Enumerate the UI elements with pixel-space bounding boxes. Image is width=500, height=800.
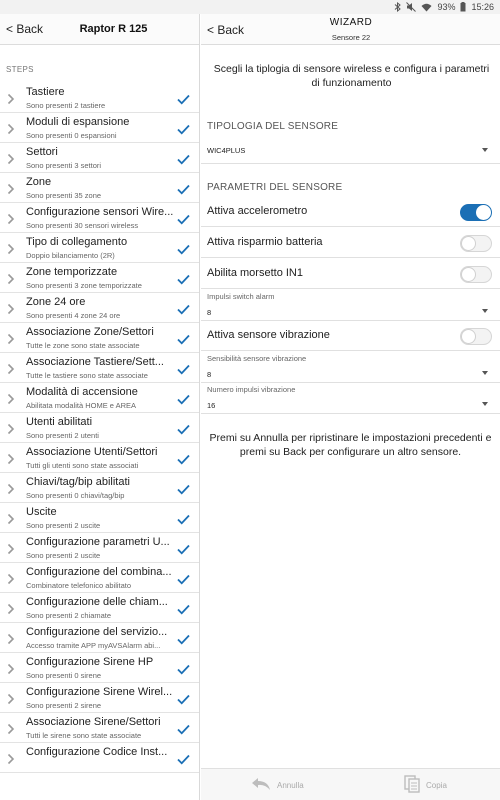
- copia-button[interactable]: [404, 769, 447, 800]
- step-subtitle: Sono presenti 2 utenti: [26, 431, 99, 440]
- step-item[interactable]: [0, 113, 199, 143]
- step-item[interactable]: [0, 443, 199, 473]
- step-title: Moduli di espansione: [26, 116, 130, 128]
- chevron-right-icon: [7, 272, 15, 284]
- check-icon: [177, 752, 190, 763]
- step-title: Configurazione sensori Wire...: [26, 206, 174, 218]
- step-item[interactable]: [0, 503, 199, 533]
- undo-icon: [251, 777, 271, 793]
- step-title: Uscite: [26, 506, 57, 518]
- step-title: Configurazione del servizio...: [26, 626, 168, 638]
- step-item[interactable]: [0, 293, 199, 323]
- check-icon: [177, 512, 190, 523]
- step-item[interactable]: [0, 413, 199, 443]
- morsetto-switch[interactable]: [460, 266, 492, 283]
- toggle-label: Attiva sensore vibrazione: [207, 329, 330, 341]
- vibrazione-switch[interactable]: [460, 328, 492, 345]
- step-title: Associazione Zone/Settori: [26, 326, 154, 338]
- check-icon: [177, 302, 190, 313]
- step-item[interactable]: [0, 683, 199, 713]
- chevron-right-icon: [7, 542, 15, 554]
- dropdown-arrow-icon: [482, 371, 488, 375]
- chevron-right-icon: [7, 662, 15, 674]
- step-title: Zone temporizzate: [26, 266, 118, 278]
- intro-text: Scegli la tiplogia di sensore wireless e configura i parametri di funzionamento: [213, 63, 490, 89]
- chevron-right-icon: [7, 392, 15, 404]
- wizard-panel: [201, 14, 500, 800]
- step-title: Associazione Tastiere/Sett...: [26, 356, 164, 368]
- help-note: Premi su Annulla per ripristinare le impostazioni precedenti e premi su Back per configurare un altro sensore.: [209, 432, 492, 458]
- field-value: 8: [207, 370, 212, 379]
- field-value: 16: [207, 401, 216, 410]
- field-value: 8: [207, 308, 212, 317]
- chevron-right-icon: [7, 362, 15, 374]
- check-icon: [177, 392, 190, 403]
- check-icon: [177, 452, 190, 463]
- check-icon: [177, 122, 190, 133]
- step-subtitle: Sono presenti 4 zone 24 ore: [26, 311, 121, 320]
- section-sensor-params: PARAMETRI DEL SENSORE: [207, 182, 343, 193]
- annulla-label: Annulla: [277, 780, 304, 790]
- toggle-label: Attiva accelerometro: [207, 205, 308, 217]
- impulsi-switch-select[interactable]: [201, 290, 500, 321]
- step-subtitle: Doppio bilanciamento (2R): [26, 251, 115, 260]
- step-title: Zone: [26, 176, 52, 188]
- field-label: Sensibilità sensore vibrazione: [207, 354, 307, 363]
- chevron-right-icon: [7, 92, 15, 104]
- check-icon: [177, 212, 190, 223]
- step-title: Configurazione parametri U...: [26, 536, 170, 548]
- step-item[interactable]: [0, 743, 199, 773]
- chevron-right-icon: [7, 572, 15, 584]
- chevron-right-icon: [7, 602, 15, 614]
- step-subtitle: Accesso tramite APP myAVSAlarm abi...: [26, 641, 161, 650]
- sensor-type-select[interactable]: [201, 136, 500, 164]
- step-item[interactable]: [0, 383, 199, 413]
- step-item[interactable]: [0, 233, 199, 263]
- toggle-row-risparmio: [201, 228, 500, 258]
- chevron-right-icon: [7, 482, 15, 494]
- step-item[interactable]: [0, 563, 199, 593]
- step-item[interactable]: [0, 173, 199, 203]
- switch-knob: [476, 205, 491, 220]
- step-title: Zone 24 ore: [26, 296, 86, 308]
- bottom-toolbar: [201, 768, 500, 800]
- check-icon: [177, 182, 190, 193]
- wizard-subtitle: Sensore 22: [331, 33, 371, 42]
- step-item[interactable]: [0, 713, 199, 743]
- chevron-right-icon: [7, 302, 15, 314]
- step-subtitle: Sono presenti 2 uscite: [26, 551, 101, 560]
- step-title: Chiavi/tag/bip abilitati: [26, 476, 130, 488]
- chevron-right-icon: [7, 632, 15, 644]
- check-icon: [177, 662, 190, 673]
- step-subtitle: Sono presenti 2 uscite: [26, 521, 101, 530]
- wizard-title: WIZARD: [329, 17, 373, 28]
- left-header: [0, 14, 199, 45]
- mute-icon: [406, 2, 416, 12]
- step-title: Tipo di collegamento: [26, 236, 128, 248]
- steps-panel: [0, 14, 200, 800]
- dropdown-arrow-icon: [482, 148, 488, 152]
- step-subtitle: Sono presenti 0 espansioni: [26, 131, 117, 140]
- status-bar: [0, 0, 500, 14]
- chevron-right-icon: [7, 422, 15, 434]
- step-subtitle: Sono presenti 0 sirene: [26, 671, 102, 680]
- accelerometro-switch[interactable]: [460, 204, 492, 221]
- toggle-label: Abilita morsetto IN1: [207, 267, 303, 279]
- section-sensor-type: TIPOLOGIA DEL SENSORE: [207, 121, 339, 132]
- step-item[interactable]: [0, 533, 199, 563]
- chevron-right-icon: [7, 182, 15, 194]
- step-item[interactable]: [0, 143, 199, 173]
- step-subtitle: Abilitata modalità HOME e AREA: [26, 401, 137, 410]
- step-item[interactable]: [0, 593, 199, 623]
- toggle-row-morsetto: [201, 259, 500, 289]
- clock: 15:26: [471, 2, 494, 12]
- check-icon: [177, 152, 190, 163]
- step-title: Configurazione Sirene Wirel...: [26, 686, 173, 698]
- chevron-right-icon: [7, 152, 15, 164]
- battery-icon: [460, 2, 466, 12]
- step-item[interactable]: [0, 473, 199, 503]
- step-subtitle: Tutti gli utenti sono state associati: [26, 461, 139, 470]
- step-item[interactable]: [0, 203, 199, 233]
- step-title: Modalità di accensione: [26, 386, 138, 398]
- step-item[interactable]: [0, 323, 199, 353]
- step-subtitle: Sono presenti 2 sirene: [26, 701, 102, 710]
- chevron-right-icon: [7, 692, 15, 704]
- check-icon: [177, 332, 190, 343]
- step-item[interactable]: [0, 353, 199, 383]
- check-icon: [177, 632, 190, 643]
- sensor-type-value: WIC4PLUS: [207, 146, 246, 155]
- check-icon: [177, 422, 190, 433]
- step-subtitle: Sono presenti 3 settori: [26, 161, 102, 170]
- annulla-button[interactable]: [251, 769, 304, 800]
- steps-list: [0, 83, 199, 773]
- switch-knob: [461, 329, 476, 344]
- right-back-button[interactable]: < Back: [207, 23, 245, 37]
- step-subtitle: Tutti le sirene sono state associate: [26, 731, 142, 740]
- toggle-row-accelerometro: [201, 197, 500, 227]
- copia-label: Copia: [426, 780, 447, 790]
- field-label: Numero impulsi vibrazione: [207, 385, 296, 394]
- switch-knob: [461, 267, 476, 282]
- battery-percentage: 93%: [437, 2, 456, 12]
- chevron-right-icon: [7, 512, 15, 524]
- check-icon: [177, 482, 190, 493]
- step-title: Utenti abilitati: [26, 416, 93, 428]
- step-subtitle: Sono presenti 2 tastiere: [26, 101, 106, 110]
- check-icon: [177, 92, 190, 103]
- check-icon: [177, 692, 190, 703]
- dropdown-arrow-icon: [482, 402, 488, 406]
- wifi-icon: [421, 3, 432, 12]
- device-title: Raptor R 125: [79, 23, 148, 35]
- step-subtitle: Sono presenti 2 chiamate: [26, 611, 112, 620]
- step-title: Associazione Sirene/Settori: [26, 716, 161, 728]
- numero-impulsi-select[interactable]: [201, 383, 500, 414]
- step-subtitle: Sono presenti 35 zone: [26, 191, 102, 200]
- chevron-right-icon: [7, 122, 15, 134]
- check-icon: [177, 362, 190, 373]
- step-item[interactable]: [0, 263, 199, 293]
- step-subtitle: Tutte le tastiere sono state associate: [26, 371, 148, 380]
- right-header: [201, 14, 500, 45]
- left-back-button[interactable]: < Back: [6, 22, 44, 36]
- field-label: Impulsi switch alarm: [207, 292, 275, 301]
- step-title: Configurazione del combina...: [26, 566, 172, 578]
- sensibilita-select[interactable]: [201, 352, 500, 383]
- check-icon: [177, 242, 190, 253]
- step-title: Tastiere: [26, 86, 65, 98]
- step-subtitle: Tutte le zone sono state associate: [26, 341, 140, 350]
- check-icon: [177, 602, 190, 613]
- chevron-right-icon: [7, 212, 15, 224]
- steps-section-label: STEPS: [6, 65, 34, 74]
- step-title: Settori: [26, 146, 58, 158]
- copy-icon: [404, 775, 420, 795]
- switch-knob: [461, 236, 476, 251]
- step-title: Configurazione Sirene HP: [26, 656, 154, 668]
- step-subtitle: Sono presenti 30 sensori wireless: [26, 221, 139, 230]
- step-item[interactable]: [0, 83, 199, 113]
- check-icon: [177, 542, 190, 553]
- check-icon: [177, 572, 190, 583]
- step-item[interactable]: [0, 653, 199, 683]
- chevron-right-icon: [7, 332, 15, 344]
- step-title: Associazione Utenti/Settori: [26, 446, 158, 458]
- chevron-right-icon: [7, 752, 15, 764]
- chevron-right-icon: [7, 452, 15, 464]
- bluetooth-icon: [394, 2, 401, 12]
- dropdown-arrow-icon: [482, 309, 488, 313]
- step-title: Configurazione delle chiam...: [26, 596, 168, 608]
- step-item[interactable]: [0, 623, 199, 653]
- step-subtitle: Combinatore telefonico abilitato: [26, 581, 132, 590]
- toggle-row-vibrazione: [201, 321, 500, 351]
- toggle-label: Attiva risparmio batteria: [207, 236, 323, 248]
- check-icon: [177, 722, 190, 733]
- chevron-right-icon: [7, 722, 15, 734]
- step-title: Configurazione Codice Inst...: [26, 746, 168, 758]
- risparmio-switch[interactable]: [460, 235, 492, 252]
- chevron-right-icon: [7, 242, 15, 254]
- step-subtitle: Sono presenti 3 zone temporizzate: [26, 281, 142, 290]
- check-icon: [177, 272, 190, 283]
- step-subtitle: Sono presenti 0 chiavi/tag/bip: [26, 491, 125, 500]
